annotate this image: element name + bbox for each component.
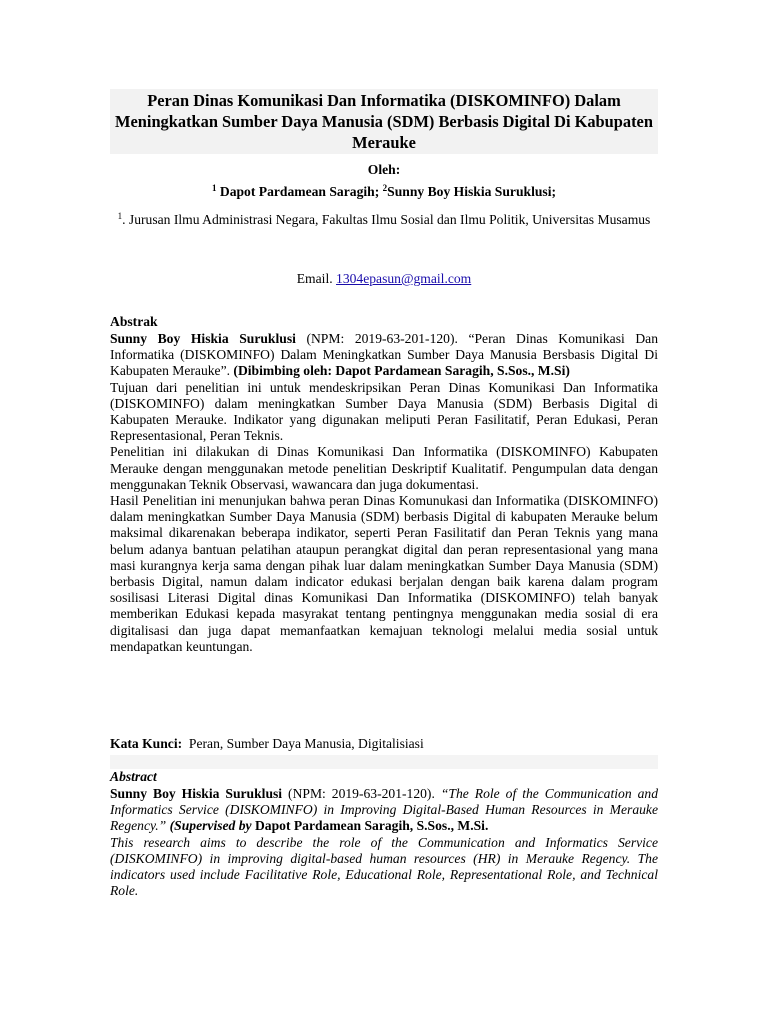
keywords-line xyxy=(110,736,658,752)
affiliation-text: . Jurusan Ilmu Administrasi Negara, Fakultas Ilmu Sosial dan Ilmu Politik, Universitas Musamus xyxy=(122,212,651,227)
abstract-supervised-by: (Supervised by xyxy=(169,818,255,834)
email-link[interactable]: 1304epasun@gmail.com xyxy=(336,271,472,286)
abstract-supervisor: Dapot Pardamean Saragih, S.Sos., M.Si. xyxy=(254,818,489,834)
keywords-text: Peran, Sumber Daya Manusia, Digitalisiasi xyxy=(182,736,424,751)
abstrak-paragraph-3: Hasil Penelitian ini menunjukan bahwa peran Dinas Komunukasi dan Informatika (DISKOMINFO) dalam meningkatkan Sumber Daya Manusia (SDM) berbasis Digital di kabupaten Merauke belum maksimal dikarenakan beberapa indikator, seperti Peran Fasilitatif dan Peran Teknis yang mana belum adanya bantuan pelatihan ataupun perangkat digital dan peran representasional yang mana masi kurangnya kerja sama dengan pihak luar dalam meningkatkan Sumber Daya Manusia (SDM) berbasis Digital, namun dalam indicator edukasi berjalan dengan baik karena dalam program sosilisasi Literasi Digital dinas Komunikasi Dan Informatika (DISKOMINFO) telah banyak memberikan Edukasi kepada masyrakat tentang pentingnya menggunakan media sosial di era digitalisasi dan juga dapat memanfaatkan kemajuan teknologi melalui media sosial untuk mendapatkan keuntungan. xyxy=(110,493,658,654)
abstract-author: Sunny Boy Hiskia Suruklusi xyxy=(110,786,283,801)
author-1-name: Dapot Pardamean Saragih; xyxy=(219,184,380,199)
abstrak-heading: Abstrak xyxy=(110,314,158,329)
abstract-body xyxy=(110,786,658,899)
author-2-name: Sunny Boy Hiskia Suruklusi; xyxy=(387,184,557,199)
email-line xyxy=(110,271,658,287)
byline-label: Oleh: xyxy=(367,162,401,177)
abstract-title-quote: “The Role of the Communication and Informatics Service (DISKOMINFO) in Improving Digital-Based Human Resources in Merauke Regency.” xyxy=(110,786,658,834)
author-1-number: 1 xyxy=(211,183,217,193)
abstract-heading: Abstract xyxy=(110,769,157,784)
abstract-citation xyxy=(110,786,658,835)
abstract-paragraph-1: This research aims to describe the role of the Communication and Informatics Service (DISKOMINFO) in improving digital-based human resources (HR) in Merauke Regency. The indicators used include Facilitative Role, Educational Role, Representational Role, and Technical Role. xyxy=(110,834,658,899)
keywords-shading xyxy=(110,755,658,769)
abstrak-citation-text: (NPM: 2019-63-201-120). “Peran Dinas Komunikasi Dan Informatika (DISKOMINFO) Dalam Meningkatkan Sumber Daya Manusia Bersbasis Digital Di Kabupaten Merauke”. xyxy=(110,331,658,379)
keywords-label: Kata Kunci: xyxy=(110,736,183,751)
affiliation xyxy=(110,211,658,228)
abstrak-paragraph-1: Tujuan dari penelitian ini untuk mendeskripsikan Peran Dinas Komunikasi Dan Informatika (DISKOMINFO) dalam meningkatkan Sumber Daya Manusia (SDM) Berbasis Digital di Kabupaten Merauke. Indikator yang digunakan meliputi Peran Fasilitatif, Peran Edukasi, Peran Representasional, Peran Teknis. xyxy=(110,379,658,444)
affiliation-number: 1 xyxy=(117,211,123,221)
email-label: Email. xyxy=(296,271,333,286)
abstrak-author: Sunny Boy Hiskia Suruklusi xyxy=(110,331,296,346)
abstract-npm: (NPM: 2019-63-201-120). xyxy=(282,786,441,801)
paper-title: Peran Dinas Komunikasi Dan Informatika (DISKOMINFO) Dalam Meningkatkan Sumber Daya Manusia (SDM) Berbasis Digital Di Kabupaten Merauke xyxy=(110,89,658,154)
abstrak-supervisor: (Dibimbing oleh: Dapot Pardamean Saragih, S.Sos., M.Si) xyxy=(233,363,570,379)
author-list xyxy=(110,184,658,200)
abstrak-citation xyxy=(110,331,658,380)
abstrak-paragraph-2: Penelitian ini dilakukan di Dinas Komunikasi Dan Informatika (DISKOMINFO) Kabupaten Merauke dengan menggunakan metode penelitian Deskriptif Kualitatif. Pengumpulan data dengan menggunakan Teknik Observasi, wawancara dan juga dokumentasi. xyxy=(110,444,658,492)
abstrak-body xyxy=(110,331,658,655)
author-2-number: 2 xyxy=(382,183,388,193)
